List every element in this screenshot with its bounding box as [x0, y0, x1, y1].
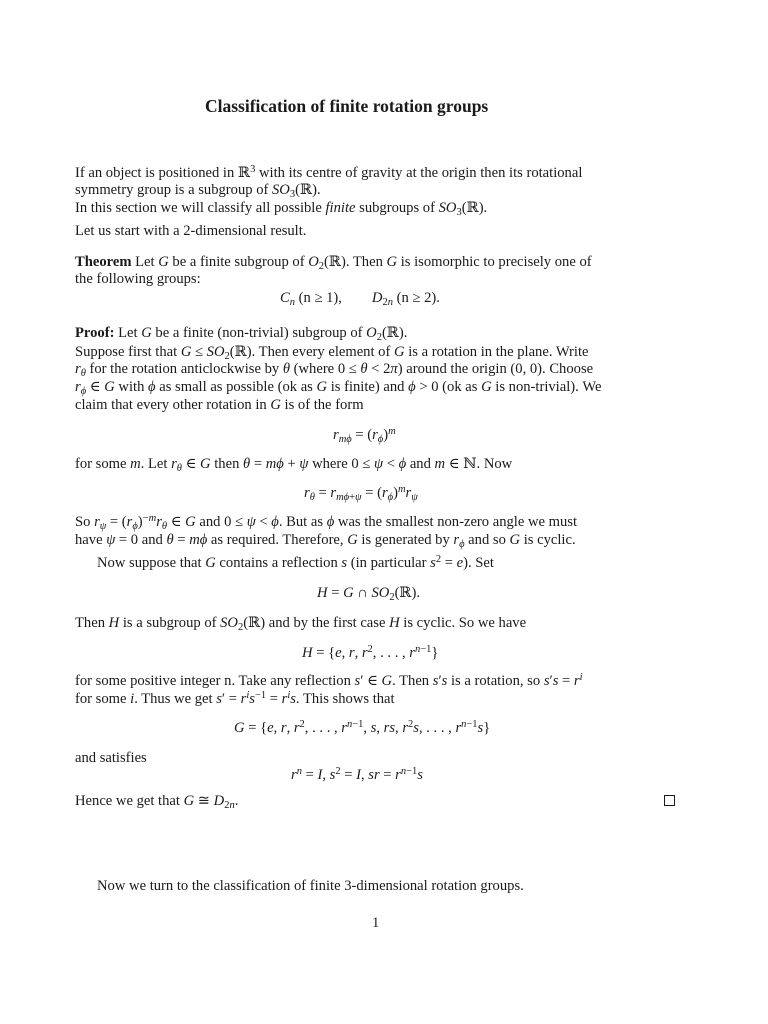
theorem-label: Theorem — [75, 254, 132, 270]
equation-3: H = G ∩ $SO_2(ℝ)$. — [317, 585, 421, 603]
equation-1: $r_{m\phi} = (r_\phi)^m$ — [333, 425, 396, 445]
proof-line-1: Proof: Let G be a finite (non-trivial) subgroup of $O_2(ℝ)$. — [75, 325, 408, 343]
equation-6: $r^n = I$, $s^2 = I$, sr = $r^{n-1}s$ — [291, 765, 423, 783]
equation-4: H = {e, r, $r^2$, . . . , $r^{n-1}$} — [302, 643, 439, 661]
proof-line-13: and satisfies — [75, 750, 147, 766]
intro-line-1: If an object is positioned in ℝ$^3$ with its centre of gravity at the origin then its rotational — [75, 163, 583, 181]
equation-2: $r_\theta = r_{m\phi+\psi} = (r_\phi)^mr_\psi$ — [304, 483, 418, 503]
intro-line-2: symmetry group is a subgroup of $SO_3(ℝ)$. — [75, 182, 321, 200]
proof-line-11: for some positive integer n. Take any reflection s′ ∈ G. Then s′s is a rotation, so $s's = r^i$ — [75, 671, 583, 689]
page-number: 1 — [372, 915, 380, 931]
proof-line-7: So $r_\psi = (r_\phi)^{-m}r_\theta$ ∈ G and 0 ≤ ψ < ϕ. But as ϕ was the smallest non-zero angle we must — [75, 512, 578, 532]
proof-line-8: have ψ = 0 and θ = mϕ as required. Therefore, G is generated by $r_\phi$ and so G is cyclic. — [75, 532, 576, 550]
equation-5: G = {e, r, $r^2$, . . . , $r^{n-1}$, s, rs, $r^2s$, . . . , $r^{n-1}s$} — [234, 718, 491, 736]
theorem-line-1: Theorem Let G be a finite subgroup of $O_2(ℝ)$. Then G is isomorphic to precisely one of — [75, 254, 592, 272]
closing-sentence: Now we turn to the classification of finite 3-dimensional rotation groups. — [97, 878, 524, 894]
proof-line-14: Hence we get that G ≅ $D_{2n}$. — [75, 793, 239, 811]
proof-line-12: for some i. Thus we get $s' = r^is^{-1} = r^is$. This shows that — [75, 689, 395, 707]
proof-line-3: $r_\theta$ for the rotation anticlockwise by θ (where 0 ≤ θ < 2π) around the origin (0, 0). Choose — [75, 361, 594, 379]
theorem-line-2: the following groups: — [75, 271, 201, 287]
proof-line-2: Suppose first that $G \le SO_2(ℝ)$. Then every element of G is a rotation in the plane. Write — [75, 344, 589, 362]
proof-line-5: claim that every other rotation in G is of the form — [75, 397, 364, 413]
theorem-groups: $C_n$ (n ≥ 1), $D_{2n}$ (n ≥ 2). — [280, 290, 440, 308]
proof-line-9: Now suppose that G contains a reflection s (in particular $s^2 = e$). Set — [97, 553, 494, 571]
qed-symbol — [664, 795, 675, 806]
proof-label: Proof: — [75, 325, 115, 341]
intro-line-3: In this section we will classify all possible finite subgroups of $SO_3(ℝ)$. — [75, 200, 488, 218]
proof-line-6: for some m. Let $r_\theta$ ∈ G then θ = mϕ + ψ where 0 ≤ ψ < ϕ and m ∈ ℕ. Now — [75, 456, 513, 474]
proof-line-4: $r_\phi$ ∈ G with ϕ as small as possible (ok as G is finite) and ϕ > 0 (ok as G is non-trivial). We — [75, 379, 602, 397]
proof-line-10: Then H is a subgroup of $SO_2(ℝ)$ and by the first case H is cyclic. So we have — [75, 615, 527, 633]
page-title: Classification of finite rotation groups — [205, 96, 489, 116]
intro-line-4: Let us start with a 2-dimensional result. — [75, 223, 307, 239]
